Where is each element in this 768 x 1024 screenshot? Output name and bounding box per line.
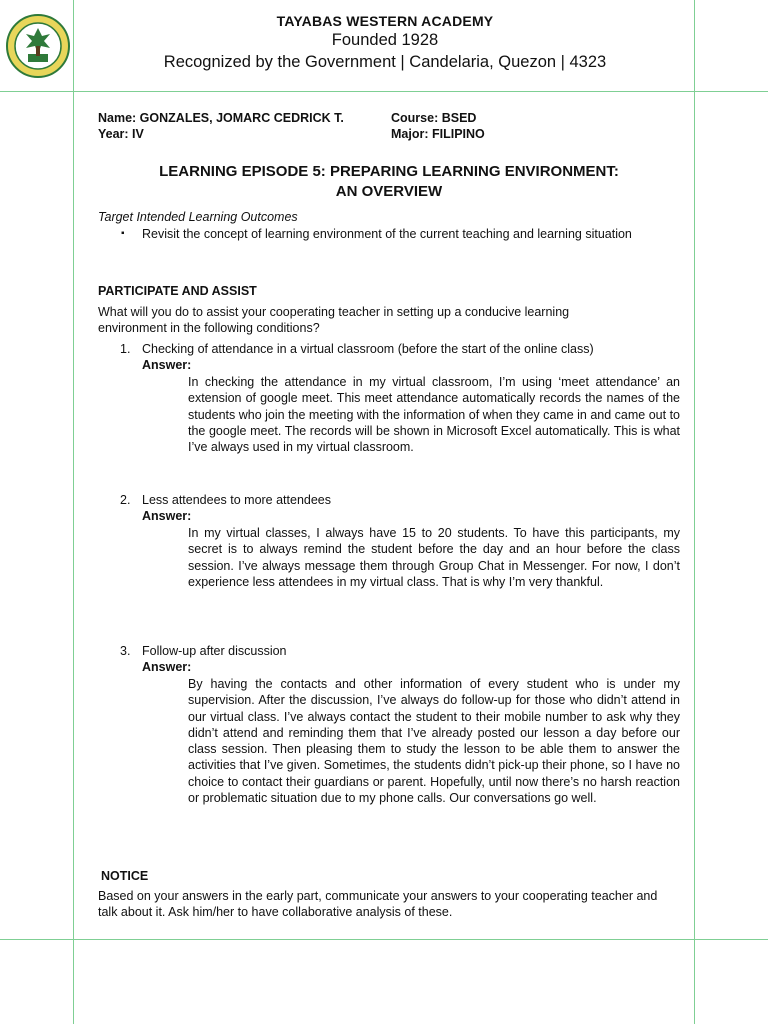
notice-text: Based on your answers in the early part, communicate your answers to your cooperating teacher and talk about it. Ask him/her to have collaborative analysis of these. [98, 889, 658, 920]
school-name: TAYABAS WESTERN ACADEMY [276, 13, 494, 29]
founded-year: Founded 1928 [331, 31, 439, 49]
student-major: Major: FILIPINO [391, 127, 485, 141]
student-year: Year: IV [98, 127, 144, 141]
question-text: Less attendees to more attendees [142, 493, 332, 507]
page-title [98, 162, 680, 202]
question-text: Checking of attendance in a virtual classroom (before the start of the online class) [142, 342, 594, 356]
student-name: Name: GONZALES, JOMARC CEDRICK T. [98, 111, 344, 125]
left-margin-line [73, 0, 74, 1024]
answer-label: Answer: [142, 358, 192, 372]
title-line-1: LEARNING EPISODE 5: PREPARING LEARNING ENVIRONMENT: [159, 163, 619, 180]
recognition-line: Recognized by the Government | Candelaria, Quezon | 4323 [163, 53, 607, 71]
answer-text: By having the contacts and other information of every student who is under my supervision. After the discussion, I’ve always do follow-up for those who didn’t attend in our virtual class. I’ve always contact the student to their mobile number to ask why they didn’t attend and reminding them that I’ve already posted our lesson a day before our class session. Then pleasing them to study the lesson to be able them to answer the activities that I’ve given. Sometimes, the students didn’t pick-up their phone, so I have no choice to contact their guardians or parent. Hopefully, until now there’s no harsh reaction or problematic situation due to my phone calls. Our conversations go well. [188, 677, 680, 806]
bottom-margin-line [0, 939, 768, 940]
answer-label: Answer: [142, 509, 192, 523]
outcomes-heading: Target Intended Learning Outcomes [98, 210, 298, 224]
question-number: 3. [120, 644, 131, 658]
question-number: 1. [120, 342, 131, 356]
participate-intro: What will you do to assist your cooperating teacher in setting up a conducive learning environment in the following conditions? [98, 305, 570, 336]
bullet-icon: ▪ [121, 228, 125, 239]
right-margin-line [694, 0, 695, 1024]
answer-label: Answer: [142, 660, 192, 674]
outcome-bullet: Revisit the concept of learning environment of the current teaching and learning situation [142, 227, 632, 241]
question-text: Follow-up after discussion [142, 644, 287, 658]
notice-heading: NOTICE [101, 869, 149, 883]
answer-text: In my virtual classes, I always have 15 to 20 students. To have this participants, my secret is to always remind the student before the day and an hour before the class session. I’ve always message them through Group Chat in Messenger. For now, I don’t experience less attendees in my virtual class. That is why I’m very thankful. [188, 526, 680, 589]
question-number: 2. [120, 493, 131, 507]
top-margin-line [0, 91, 768, 92]
school-seal-icon [6, 14, 70, 78]
answer-text: In checking the attendance in my virtual classroom, I’m using ‘meet attendance’ an extension of google meet. This meet attendance automatically records the names of the students who join the meeting with the information of when they came in and came out to the google meet. The records will be shown in Microsoft Excel automatically. This is what I’ve always used in my virtual classroom. [188, 375, 680, 455]
title-line-2: AN OVERVIEW [335, 183, 443, 200]
participate-heading: PARTICIPATE AND ASSIST [98, 284, 257, 298]
student-course: Course: BSED [391, 111, 477, 125]
